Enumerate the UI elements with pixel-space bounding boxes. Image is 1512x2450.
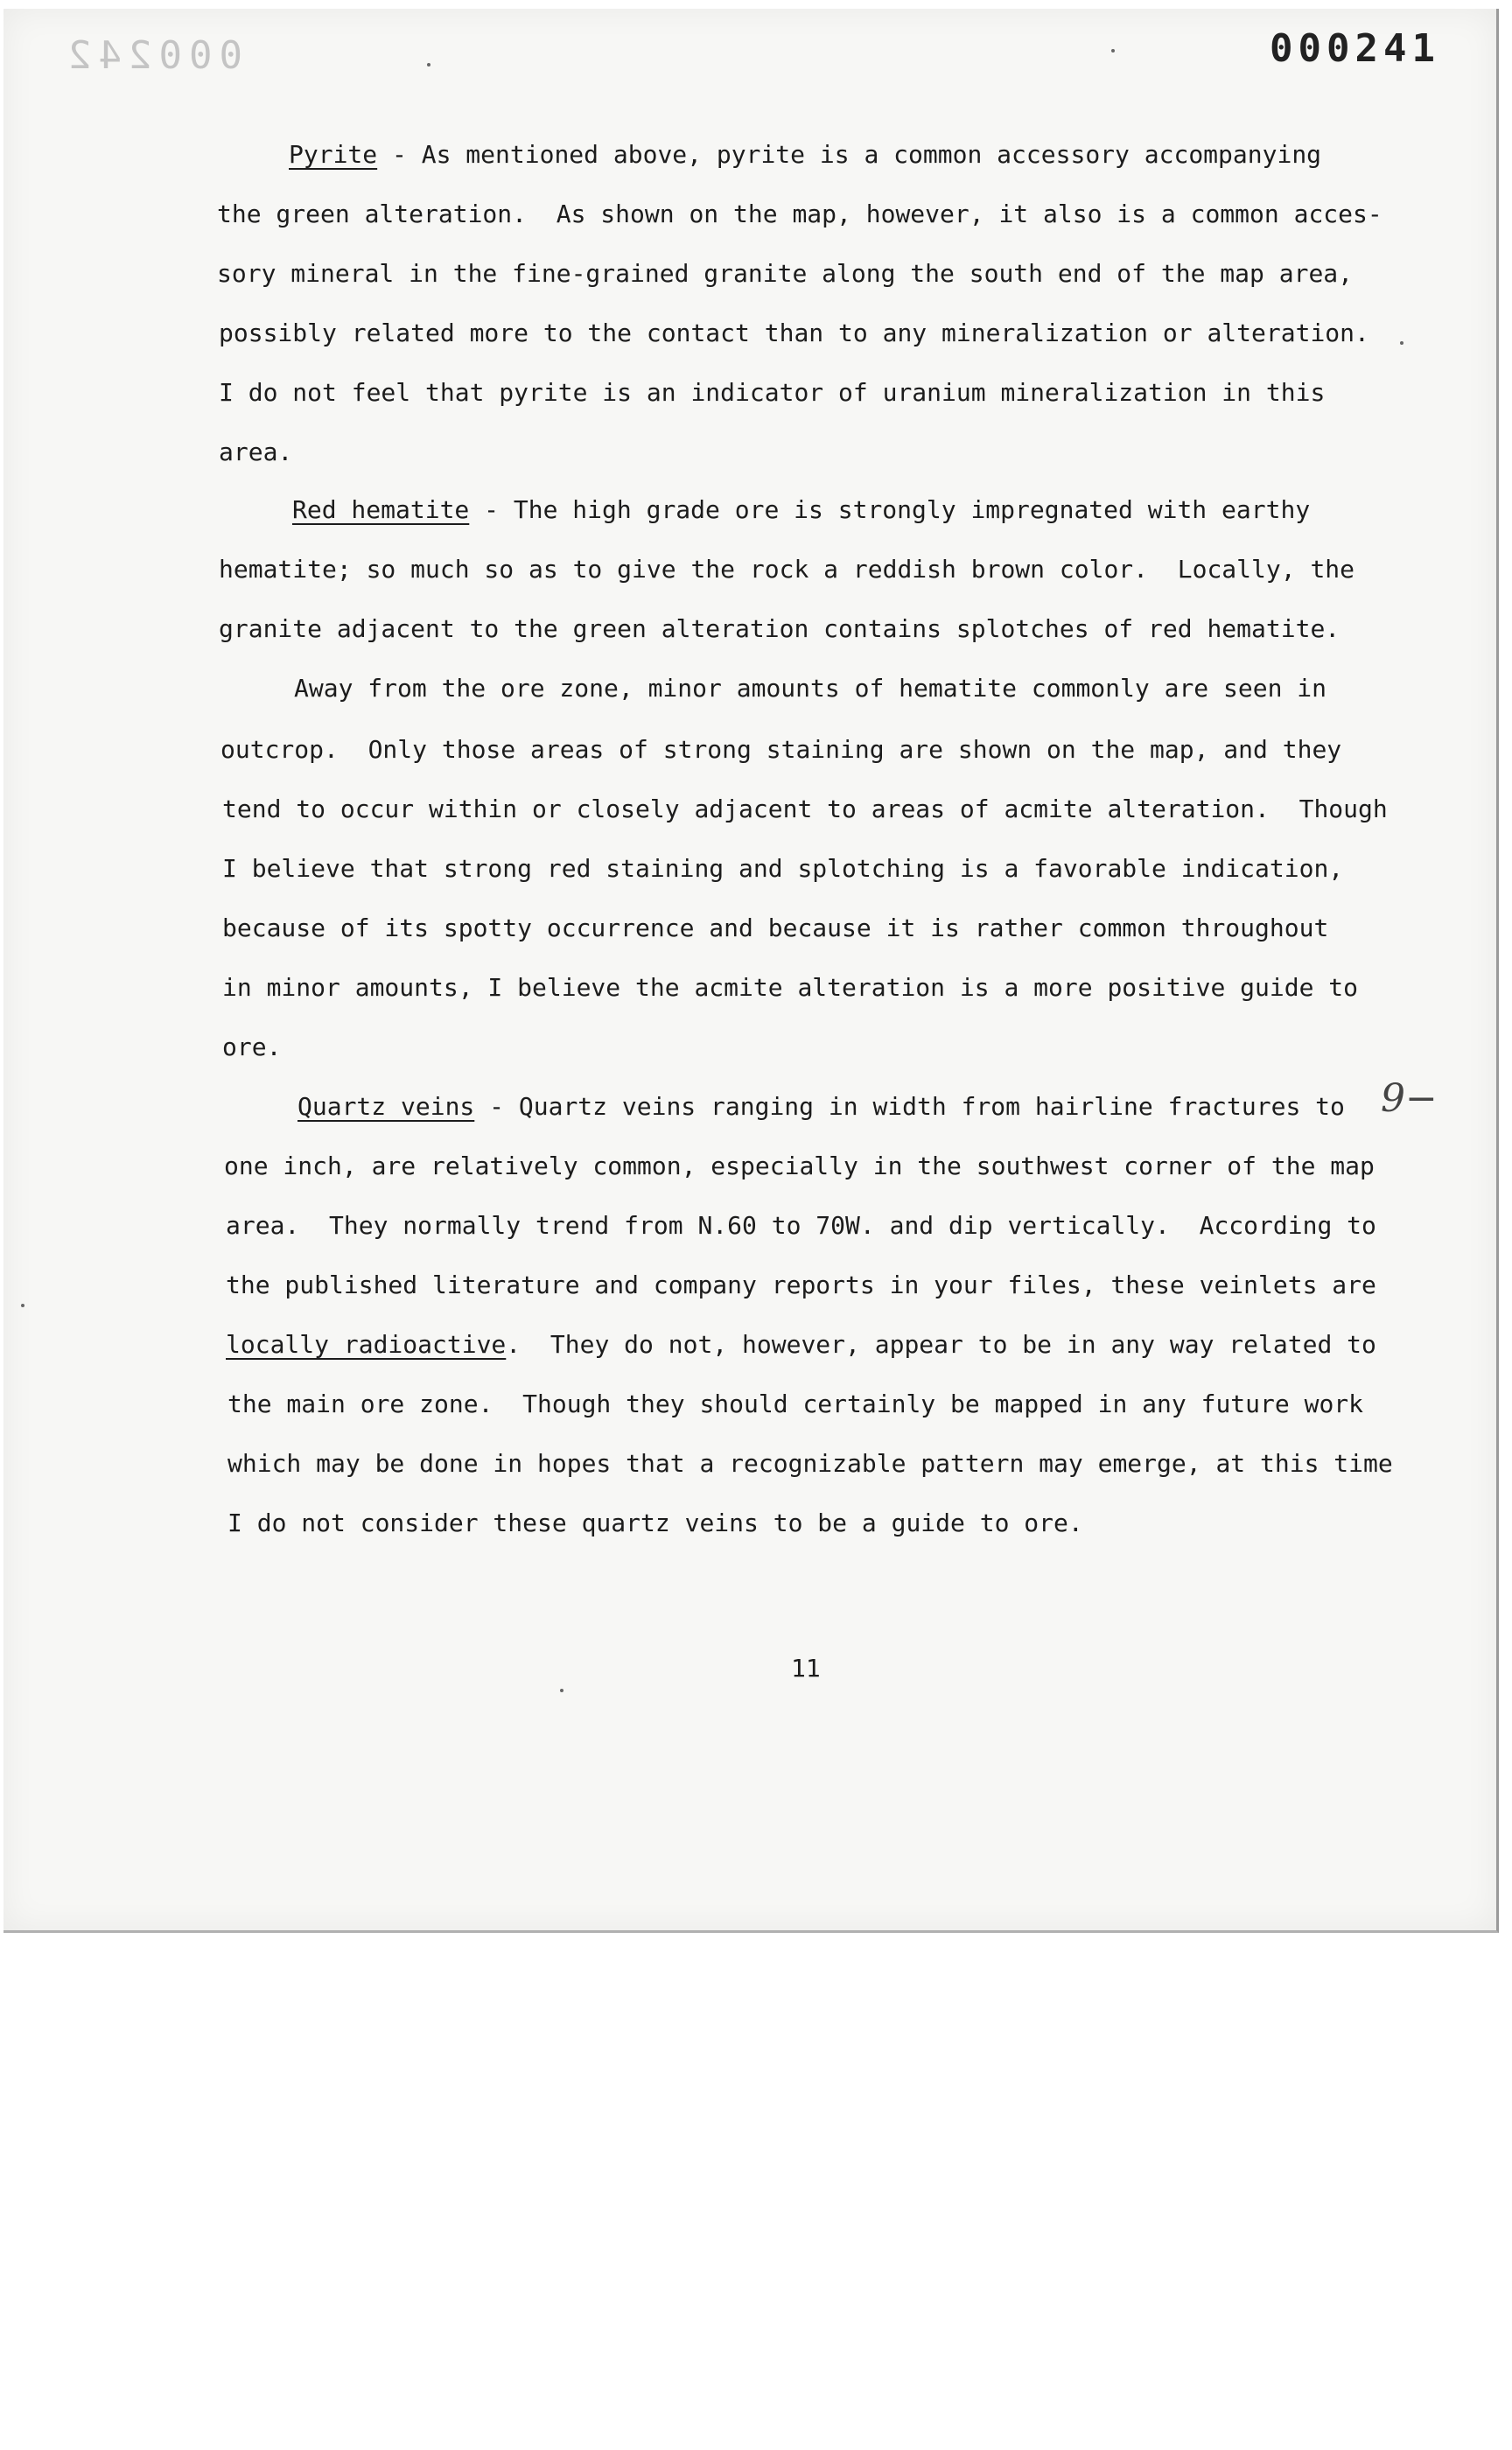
- text-line: [228, 1449, 1393, 1478]
- text-segment: I do not consider these quartz veins to be a guide to ore.: [228, 1508, 1083, 1537]
- text-segment: possibly related more to the contact than to any mineralization or alteration.: [219, 318, 1369, 347]
- text-segment: I believe that strong red staining and splotching is a favorable indication,: [222, 854, 1344, 883]
- text-line: [294, 674, 1326, 703]
- text-line: [222, 973, 1358, 1002]
- text-segment: the published literature and company reports in your files, these veinlets are: [226, 1270, 1376, 1299]
- heading-underlined: locally radioactive: [226, 1330, 507, 1359]
- text-segment: granite adjacent to the green alteration contains splotches of red hematite.: [219, 614, 1340, 643]
- page-number: 11: [791, 1654, 821, 1683]
- text-segment: sory mineral in the fine-grained granite along the south end of the map area,: [217, 259, 1354, 288]
- text-segment: in minor amounts, I believe the acmite alteration is a more positive guide to: [222, 973, 1359, 1002]
- scan-speck: [1111, 49, 1115, 52]
- text-segment: the green alteration. As shown on the map, however, it also is a common acces-: [217, 200, 1382, 228]
- text-segment: hematite; so much so as to give the rock a reddish brown color. Locally, the: [219, 555, 1355, 584]
- text-line: [222, 914, 1328, 942]
- text-segment: - Quartz veins ranging in width from hairline fractures to: [474, 1092, 1345, 1121]
- text-line: [226, 1211, 1376, 1240]
- text-line: [217, 259, 1353, 288]
- text-segment: because of its spotty occurrence and because it is rather common throughout: [222, 914, 1329, 942]
- text-line: [224, 1152, 1375, 1180]
- margin-handwriting: 9−: [1381, 1076, 1438, 1121]
- text-line: [219, 378, 1325, 407]
- text-line: [226, 1330, 1376, 1359]
- heading-underlined: Quartz veins: [298, 1092, 475, 1121]
- text-segment: - As mentioned above, pyrite is a common accessory accompanying: [377, 140, 1322, 169]
- text-line: [298, 1092, 1345, 1121]
- heading-underlined: Red hematite: [292, 495, 470, 524]
- text-line: [228, 1508, 1083, 1537]
- text-line: [220, 735, 1341, 764]
- scan-speck: [1400, 341, 1404, 345]
- scan-speck: [560, 1689, 564, 1692]
- text-line: [222, 1032, 281, 1061]
- text-segment: one inch, are relatively common, especially in the southwest corner of the map: [224, 1152, 1375, 1180]
- text-line: [217, 200, 1382, 228]
- text-segment: Away from the ore zone, minor amounts of hematite commonly are seen in: [294, 674, 1327, 703]
- scan-speck: [21, 1304, 24, 1307]
- text-segment: ore.: [222, 1032, 282, 1061]
- text-line: [289, 140, 1321, 169]
- text-line: [222, 794, 1388, 823]
- text-line: [219, 555, 1354, 584]
- text-segment: area. They normally trend from N.60 to 70W. and dip vertically. According to: [226, 1211, 1376, 1240]
- heading-underlined: Pyrite: [289, 140, 378, 169]
- bleed-through-number: 000242: [61, 33, 242, 78]
- text-segment: outcrop. Only those areas of strong staining are shown on the map, and they: [220, 735, 1342, 764]
- text-segment: area.: [219, 438, 293, 466]
- text-segment: . They do not, however, appear to be in any way related to: [506, 1330, 1376, 1359]
- text-line: [226, 1270, 1376, 1299]
- text-segment: which may be done in hopes that a recognizable pattern may emerge, at this time: [228, 1449, 1393, 1478]
- text-line: [292, 495, 1310, 524]
- text-segment: tend to occur within or closely adjacent to areas of acmite alteration. Though: [222, 794, 1388, 823]
- text-segment: I do not feel that pyrite is an indicator of uranium mineralization in this: [219, 378, 1326, 407]
- text-line: [219, 614, 1340, 643]
- text-line: [228, 1390, 1363, 1418]
- text-segment: - The high grade ore is strongly impregnated with earthy: [469, 495, 1311, 524]
- text-line: [219, 318, 1369, 347]
- text-line: [222, 854, 1343, 883]
- scan-speck: [427, 63, 430, 66]
- document-number: 000241: [1270, 26, 1440, 71]
- text-line: [219, 438, 292, 466]
- text-segment: the main ore zone. Though they should certainly be mapped in any future work: [228, 1390, 1364, 1418]
